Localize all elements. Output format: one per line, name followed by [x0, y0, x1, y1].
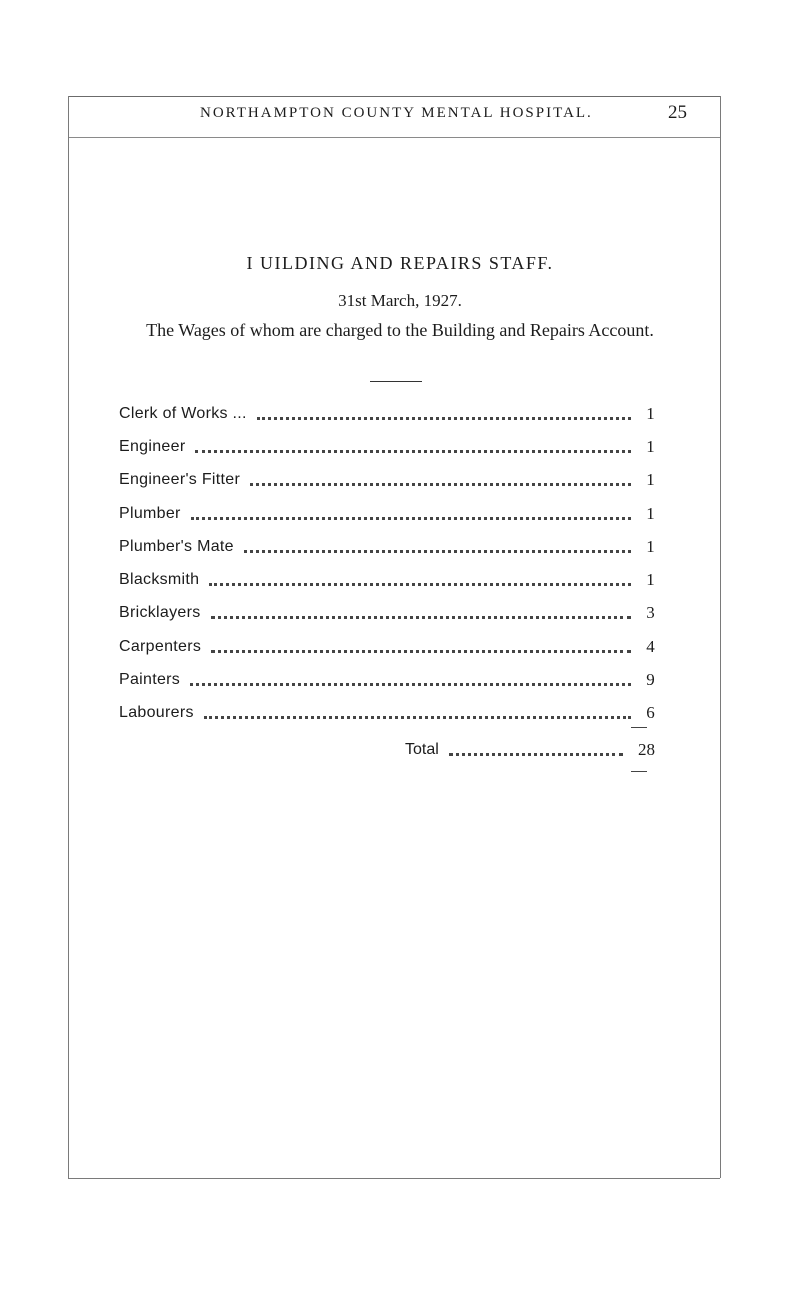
page-title: I UILDING AND REPAIRS STAFF.: [246, 253, 554, 273]
total-bottom-rule: [631, 771, 647, 772]
staff-role: Blacksmith: [119, 571, 200, 589]
staff-count: 1: [646, 403, 655, 423]
staff-row: [119, 397, 655, 430]
staff-role: Bricklayers: [119, 604, 201, 622]
staff-row: [119, 563, 655, 596]
staff-count: 3: [646, 603, 655, 623]
staff-row: [119, 530, 655, 563]
dot-leader: [244, 549, 631, 553]
staff-row: [119, 430, 655, 463]
section-divider: [370, 381, 422, 382]
staff-count: 1: [646, 570, 655, 590]
dot-leader: [204, 715, 631, 719]
staff-count: 6: [646, 703, 655, 723]
staff-role: Labourers: [119, 704, 194, 722]
staff-count: 1: [646, 436, 655, 456]
staff-list: [119, 397, 655, 730]
intro-line: The Wages of whom are charged to the Building and Repairs Account.: [146, 320, 654, 340]
staff-role: Engineer's Fitter: [119, 471, 241, 489]
page-frame-bottom-rule: [68, 1178, 720, 1179]
dot-leader: [195, 449, 631, 453]
dot-leader: [211, 649, 631, 653]
staff-count: 1: [646, 470, 655, 490]
running-head: NORTHAMPTON COUNTY MENTAL HOSPITAL.: [200, 105, 593, 121]
staff-count: 1: [646, 536, 655, 556]
staff-role: Plumber's Mate: [119, 537, 234, 555]
staff-row: [119, 663, 655, 696]
dot-leader: [257, 416, 631, 420]
staff-count: 4: [646, 636, 655, 656]
staff-role: Engineer: [119, 437, 186, 455]
date-line: 31st March, 1927.: [338, 291, 462, 310]
dot-leader: [250, 482, 631, 486]
dot-leader: [191, 516, 631, 520]
staff-row: [119, 497, 655, 530]
staff-row: [119, 630, 655, 663]
staff-role: Clerk of Works ...: [119, 404, 247, 422]
dot-leader: [211, 615, 631, 619]
header-underline-rule: [68, 137, 720, 138]
page-number: 25: [668, 102, 687, 123]
staff-role: Plumber: [119, 504, 181, 522]
staff-role: Carpenters: [119, 637, 202, 655]
staff-row: [119, 464, 655, 497]
total-row: [405, 735, 655, 765]
dot-leader: [449, 752, 623, 756]
staff-role: Painters: [119, 671, 181, 689]
staff-count: 1: [646, 503, 655, 523]
staff-row: [119, 597, 655, 630]
staff-row: [119, 697, 655, 730]
page-frame-top-rule: [68, 96, 720, 97]
dot-leader: [209, 582, 631, 586]
total-count: 28: [638, 740, 655, 759]
total-label: Total: [405, 741, 439, 758]
staff-count: 9: [646, 670, 655, 690]
dot-leader: [190, 682, 631, 686]
total-top-rule: [631, 727, 647, 728]
